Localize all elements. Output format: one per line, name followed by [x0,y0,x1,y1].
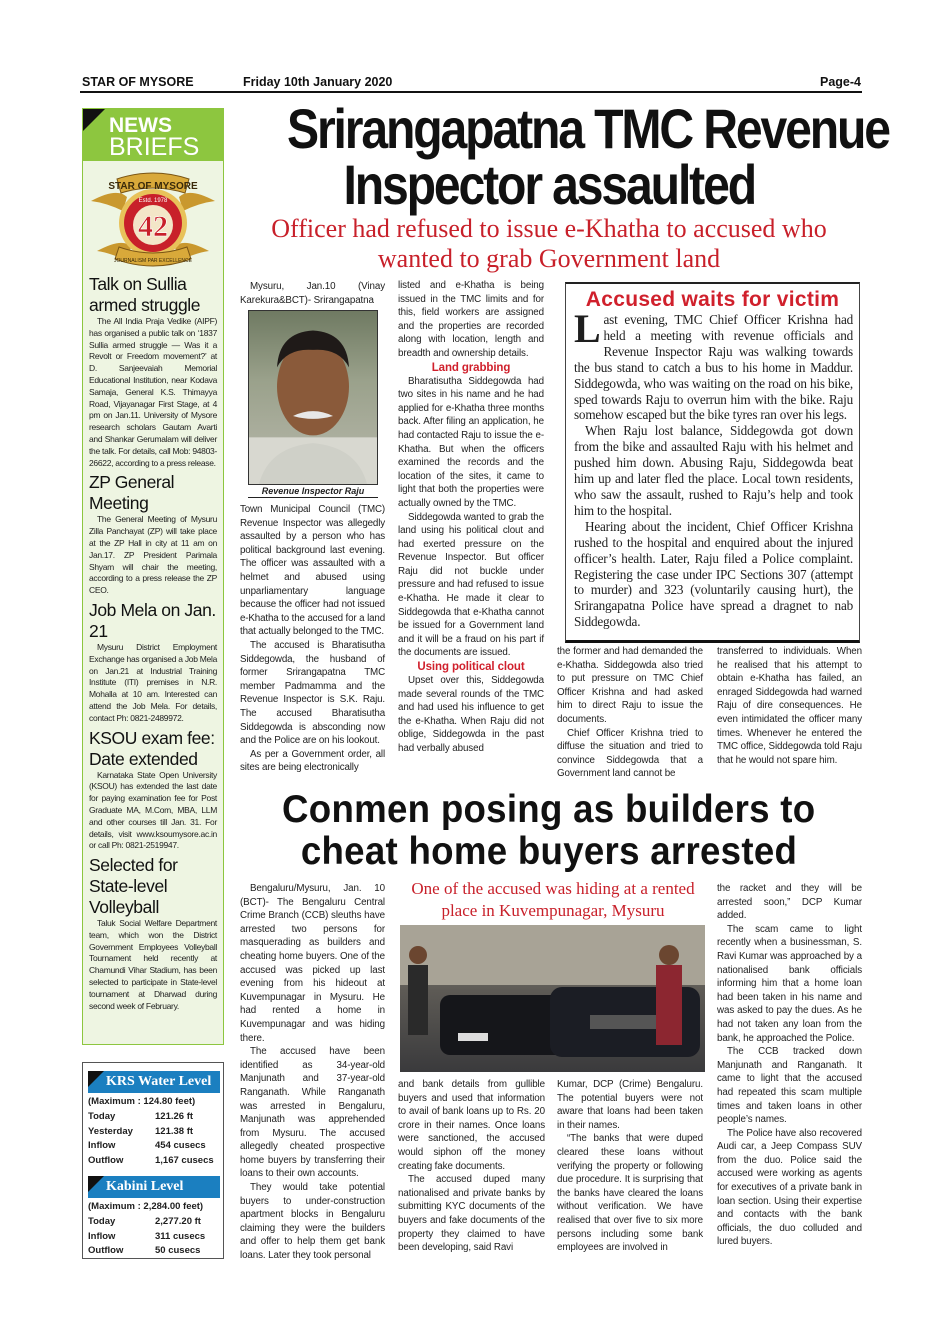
logo-name-text: STAR OF MYSORE [108,181,198,192]
article-paragraph: listed and e-Khatha is being issued in the TMC limits and for this, field workers are assigned and the properties are recorded along with location, length and breadth and ownership details. [398,280,544,359]
article2-column-2 [398,1078,545,1255]
article-paragraph: The CCB tracked down Manjunath and Ranganath. It came to light that the accused had repeated this scam multiple times and taken loans in other people’s names. [717,1046,862,1126]
news-brief-item [89,600,217,725]
krs-row [88,1155,220,1169]
kabini-title: Kabini Level [106,1179,184,1194]
kabini-row [88,1245,220,1259]
corner-triangle-icon [88,1071,104,1087]
row-label: Inflow [88,1230,116,1242]
revenue-inspector-photo [248,310,378,485]
news-briefs-list [89,274,217,1015]
krs-row [88,1126,220,1140]
row-label: Today [88,1216,116,1227]
krs-row [88,1140,220,1154]
row-label: Today [88,1111,116,1122]
box-paragraph-text: ast evening, TMC Chief Officer Krishna had held a meeting with revenue officials and Revenue Inspector Raju was walking towards the bus stand to catch a bus to his home in Maddur. Siddegowda, who was waiting on the road on his bike, sped towards Raju to overrun him with the bike. Raju somehow escaped but the bike tyres ran over his legs. [574,312,853,423]
article1-column-3 [557,645,703,781]
headline-text: Srirangapatna TMC Revenue [286,97,889,160]
section-subhead: Land grabbing [431,361,511,374]
row-value: 311 cusecs [155,1230,206,1242]
brief-title: Selected for State-level Volleyball [89,855,178,918]
article2-column-1 [240,882,385,1263]
article-paragraph: Siddegowda wanted to grab the land using his political clout and had exerted pressure on the Revenue Inspector. But officer Raju did not buckle under pressure and had refused to issue e-Khatha. He made it clear to Siddegowda that e-Khatha cannot be issued for a Government land and it will be a fraud on his part if the documents are issued. [398,511,544,659]
kabini-header [88,1176,220,1198]
headline-text: Inspector assaulted [343,153,755,216]
box-paragraph: Hearing about the incident, Chief Officer Krishna rushed to the hospital and enquired about the injured officer’s health. Later, Raju filed a Police complaint. Registering the case under IPC Sections 307 (attempt to murder) and 323 (voluntarily causing hurt), the Srirangapatna Police have spread a dragnet to nab Siddegowda. [574,518,853,630]
headline-text: cheat home buyers arrested [300,830,798,873]
row-value: 454 cusecs [155,1140,206,1151]
brief-body: The All India Praja Vedike (AIPF) has organised a public talk on ‘1837 Sullia armed struggle — Was it a Revolt or Freedom movement?’ at D. Sanjeevaiah Memorial Educational Institution, near Kodava Samaja, General K.S. Thimayya Road, Vijayanagar First Stage, at 4 pm on Jan.11. University of Mysore research scholars Gautam Avarti and Shankar Gerumalam will deliver the talk. For details, call Mob: 94803-26622, according to a press release. [89,316,217,468]
krs-title: KRS Water Level [106,1074,212,1089]
brief-title: KSOU exam fee: Date extended [89,727,215,769]
news-brief-item [89,728,217,853]
article-paragraph: “The banks that were duped cleared these loans without verifying the property or following due procedure. It is surprising that the banks have cleared the loans without verification. We have realised that over five to six more persons including some bank employees are involved in [557,1133,703,1254]
row-label: Inflow [88,1140,116,1151]
row-value: 2,277.20 ft [155,1216,201,1227]
anniversary-logo [87,167,219,275]
news-brief-item [89,472,217,597]
article-paragraph: They would take potential buyers to under-construction apartment blocks in Bengaluru claiming they were the builders and offer to help them get bank loans. Later they took personal [240,1182,385,1262]
box-title: Accused waits for victim [585,288,840,311]
corner-triangle-icon [88,1176,104,1192]
article2-column-4 [717,882,862,1249]
article1-headline-line2 [238,153,860,216]
news-brief-item [89,274,217,469]
article1-subhead: Officer had refused to issue e-Khatha to accused who wanted to grab Government land [271,214,827,273]
row-value: 121.26 ft [155,1111,194,1122]
article1-column-4 [717,645,862,767]
water-level-box [82,1062,224,1259]
brief-title: Job Mela on Jan. 21 [89,599,216,641]
article2-headline-line2 [238,831,860,873]
article-paragraph: The accused duped many nationalised and private banks by submitting KYC documents of the buyers and fake documents of the property they claimed to have been developing, said Ravi [398,1174,545,1254]
article-paragraph: Town Municipal Council (TMC) Revenue Inspector was allegedly assaulted by a person who has political background last evening. The officer was assaulted with a helmet and abused using unparliamentary language because the officer had not issued e-Khatha to the accused for a land that actually belonged to the TMC. [240,504,385,638]
row-value: 1,167 cusecs [155,1154,214,1166]
krs-header [88,1071,220,1093]
svg-text:Estd. 1978: Estd. 1978 [138,198,168,204]
kabini-row [88,1216,220,1230]
brief-title: Talk on Sullia armed struggle [89,274,201,315]
page-number: Page-4 [820,75,861,89]
article1-column-2 [398,279,544,756]
article2-column-3 [557,1078,703,1255]
article1-column-1-top [240,280,385,307]
row-value: 50 cusecs [155,1245,201,1256]
krs-row [88,1111,220,1125]
article-paragraph: The accused is Bharatisutha Siddegowda, the husband of former Srirangapatna TMC member Padmamma and the Revenue Inspector is S.K. Raju. The accused Bharatisutha Siddegowda is absconding now and the Police are on his lookout. [240,639,385,747]
brief-title: ZP General Meeting [89,472,175,514]
news-briefs-header [83,109,223,161]
article1-headline-line1 [238,97,889,160]
row-label: Yesterday [88,1125,133,1137]
article-paragraph: Kumar, DCP (Crime) Bengaluru. The potential buyers were not aware that loans had been taken in their names. [557,1079,703,1131]
kabini-row [88,1231,220,1245]
box-paragraph [574,306,853,423]
krs-maximum: (Maximum : 124.80 feet) [88,1096,196,1107]
arrested-conmen-photo [400,925,705,1072]
kabini-maximum: (Maximum : 2,284.00 feet) [88,1201,204,1212]
article2-headline-line1 [238,789,860,831]
brief-body: The General Meeting of Mysuru Zilla Panchayat (ZP) will take place at the ZP Hall in city at 11 am on Jan.17. ZP President Parimala Shyam will chair the meeting, according to a press release the ZP CEO. [89,514,217,596]
svg-text:JOURNALISM PAR EXCELLENCE: JOURNALISM PAR EXCELLENCE [114,258,192,264]
article-paragraph: The scam came to light recently when a businessman, S. Ravi Kumar was approached by a nationalised bank officials informing him that a home loan had been taken in his name and was asked to pay the dues. As he had not taken any loan from the bank, he approached the Police. [717,923,862,1044]
paper-name: STAR OF MYSORE [82,75,194,89]
accused-waits-sidebar-box [565,282,860,643]
news-briefs-title-1: NEWS [109,114,172,137]
issue-date: Friday 10th January 2020 [243,75,393,89]
photo-caption: Revenue Inspector Raju [248,486,378,498]
article-paragraph: Mysuru, Jan.10 (Vinay Karekura&BCT)- Srirangapatna [240,281,385,306]
row-value: 121.38 ft [155,1125,194,1137]
article-paragraph: The Police have also recovered Audi car, a Jeep Compass SUV from the duo. Police said the accused were working as agents for executives of a private bank in loan section. Using their expertise and contacts with the bank officials, the duo colluded and lured buyers. [717,1127,862,1248]
article-paragraph: and bank details from gullible buyers and used that information to avail of bank loans up to Rs. 20 crore in their names. Once loans were sanctioned, the accused would siphon off the money creating fake documents. [398,1079,545,1172]
row-label: Outflow [88,1154,124,1166]
article-paragraph: As per a Government order, all sites are being electronically [240,748,385,774]
article-paragraph: transferred to individuals. When he realised that his attempt to obtain e-Khatha has failed, an enraged Siddegowda had warned Raju of dire consequences. He even intimidated the officer many times. Whenever he entered the TMC office, Siddegowda told Raju that he would not spare him. [717,646,862,766]
corner-triangle-icon [83,109,105,131]
news-brief-item [89,855,217,1012]
box-paragraph: When Raju lost balance, Siddegowda got down from the bike and assaulted Raju with his helmet and pushed him down. Abusing Raju, Siddegowda beat him up and later fled the place. Local town residents, who saw the assault, rushed to Raju’s help and took him to the hospital. [574,423,853,518]
article1-column-1 [240,503,385,775]
brief-body: Mysuru District Employment Exchange has organised a Job Mela on Jan.21 at Industrial Training Institute (ITI) premises in N.R. Mohalla at 10 am. Interested can attend the Job Mela. For details, contact Ph: 0821-2489972. [89,641,217,723]
article-paragraph: Chief Officer Krishna tried to diffuse the situation and tried to convince Siddegowda that a Government land cannot be [557,727,703,780]
article-paragraph: Bharatisutha Siddegowda had two sites in his name and he had applied for e-Khatha three months back. After filing an application, he had contacted Raju to issue the e-Khatha. But when the officers examined the records and the location of the sites, it came to light that both the properties were actually owned by the TMC. [398,375,544,509]
article-paragraph: Upset over this, Siddegowda made several rounds of the TMC and had used his influence to get the e-Khatha. When Raju did not oblige, Siddegowda in the past had verbally abused [398,675,544,754]
article-paragraph: The accused have been identified as 34-year-old Manjunath and 37-year-old Ranganath. While Ranganath was arrested in Bengaluru, Manjunath was apprehended from Mysuru. The accused allegedly cheated prospective home buyers by transferring their loans to their own accounts. [240,1046,385,1180]
row-label: Outflow [88,1245,124,1256]
article2-photo-caption: One of the accused was hiding at a rented place in Kuvempunagar, Mysuru [411,879,695,920]
section-subhead: Using political clout [417,661,525,674]
article-paragraph: the racket and they will be arrested soon,” DCP Kumar added. [717,883,862,922]
headline-text: Conmen posing as builders to [282,788,816,831]
header-rule [80,91,862,93]
brief-body: Karnataka State Open University (KSOU) has extended the last date for paying examination fee for Post Graduate MA, M.Com, MBA, LLM and other courses till Jan. 31. For details, visit www.ksoumysore.ac.in or call Ph: 0821-2519947. [89,769,217,851]
article-paragraph: Bengaluru/Mysuru, Jan. 10 (BCT)- The Bengaluru Central Crime Branch (CCB) sleuths have arrested two persons for masquerading as builders and cheating home buyers. One of the accused was picked up last evening from his hideout at Kuvempunagar in Mysuru. He had rented a home in Kuvempunagar and was hiding there. [240,883,385,1044]
news-briefs-title-2: BRIEFS [109,133,200,161]
svg-text:42: 42 [138,210,168,243]
brief-body: Taluk Social Welfare Department team, which won the District Government Employees Volleyball Tournament held recently at Chamundi Vihar Stadium, has been selected to participate in State-level tournament at Dharwad during second week of February. [89,918,217,1011]
article-paragraph: the former and had demanded the e-Khatha. Siddegowda also tried to put pressure on TMC Chief Officer Krishna and had asked him to direct Raju to issue the documents. [557,646,703,725]
drop-cap: L [574,306,601,351]
